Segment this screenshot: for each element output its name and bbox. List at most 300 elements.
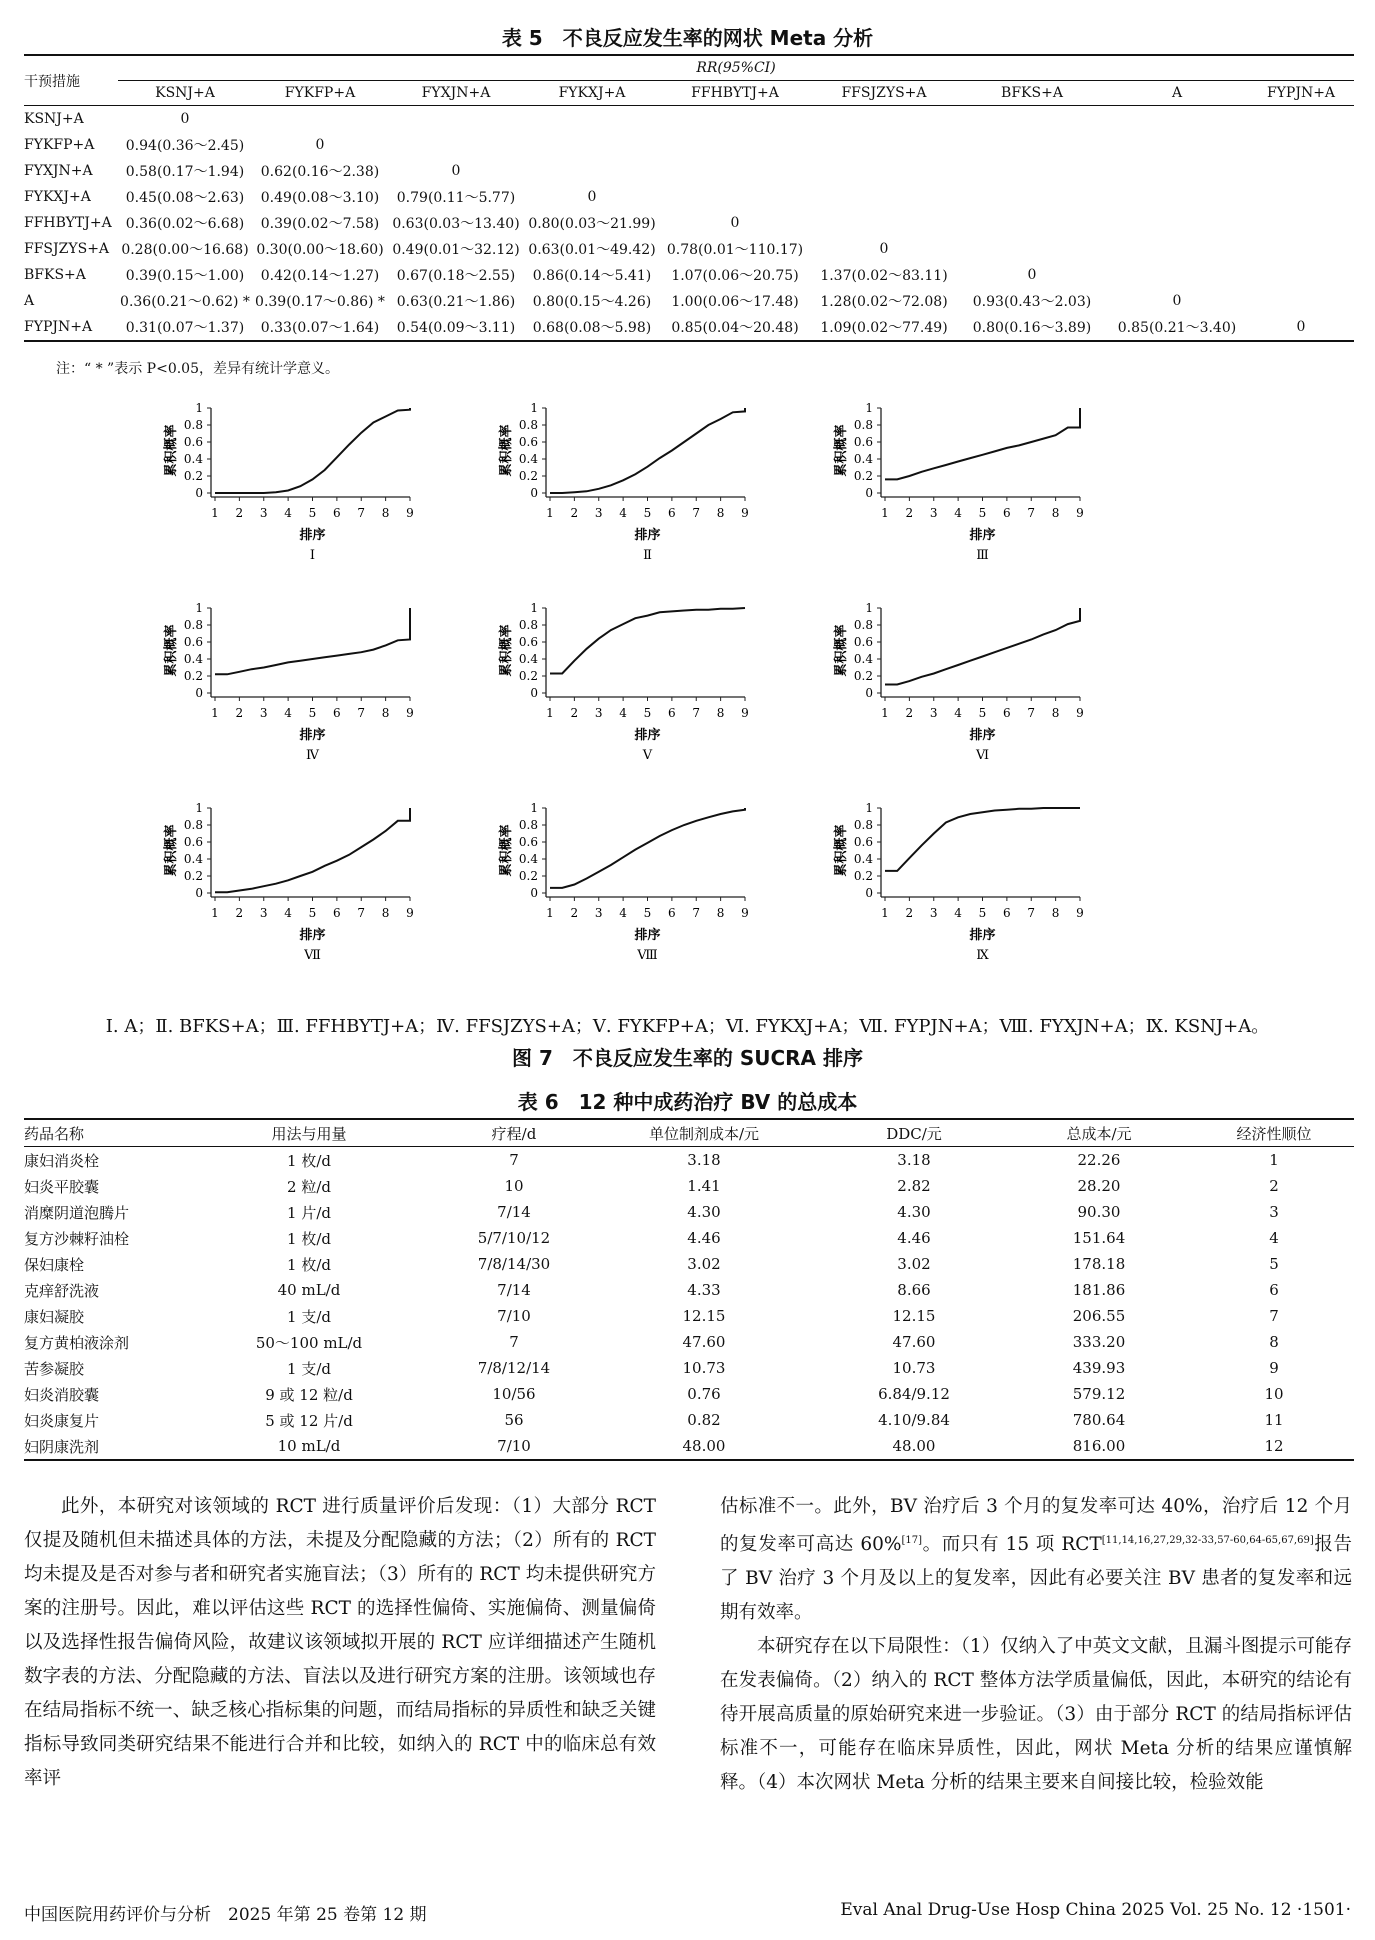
- x-tick-label: 8: [716, 906, 725, 920]
- table6-cell: 2.82: [897, 1177, 931, 1195]
- table5-cell: [524, 158, 660, 184]
- y-axis-label: 累积概率: [164, 624, 179, 677]
- y-tick-label: 0.4: [518, 452, 538, 466]
- panel-label: Ⅲ: [976, 548, 989, 563]
- table6-cell: 3: [1269, 1203, 1279, 1221]
- table5-cell: 0.36(0.21～0.62) *: [120, 294, 250, 310]
- panel-label: Ⅳ: [306, 748, 319, 763]
- table6-col-header: 用法与用量: [174, 1119, 444, 1147]
- y-tick-label: 1: [530, 801, 538, 815]
- panel-label: Ⅷ: [637, 948, 658, 963]
- x-tick-label: 9: [1076, 506, 1084, 520]
- x-tick-label: 3: [929, 706, 938, 720]
- x-tick-label: 8: [1051, 506, 1060, 520]
- sucra-panel-7: [163, 801, 414, 963]
- table5-cell: 0: [879, 241, 889, 257]
- table5-cell: [660, 132, 810, 158]
- table5-row: [24, 262, 1354, 288]
- table5-cell: 1.00(0.06～17.48): [671, 294, 799, 310]
- table6-col-header: 疗程/d: [444, 1119, 584, 1147]
- table6-cell: 7/10: [497, 1307, 531, 1325]
- table6-cell: 复方沙棘籽油栓: [24, 1229, 130, 1248]
- table5: [24, 54, 1354, 342]
- y-tick-label: 0.2: [518, 469, 538, 483]
- table5-cell: [252, 106, 388, 133]
- y-tick-label: 0.2: [518, 869, 538, 883]
- x-tick-label: 7: [692, 906, 701, 920]
- y-tick-label: 0.2: [183, 469, 203, 483]
- table6-cell: 333.20: [1072, 1333, 1126, 1351]
- x-tick-label: 1: [546, 706, 554, 720]
- table6-col-header: DDC/元: [824, 1119, 1004, 1147]
- table6-cell: 28.20: [1077, 1177, 1121, 1195]
- table5-cell: 0: [587, 189, 597, 205]
- x-tick-label: 6: [333, 706, 341, 720]
- table6-cell: 7/8/12/14: [477, 1359, 551, 1377]
- panel-label: Ⅰ: [309, 548, 316, 563]
- table6-cell: 1 枚/d: [287, 1151, 331, 1170]
- y-tick-label: 1: [865, 401, 873, 415]
- table5-cell: 0.39(0.17～0.86) *: [255, 294, 385, 310]
- x-tick-label: 5: [308, 906, 317, 920]
- x-tick-label: 8: [716, 706, 725, 720]
- table5-cell: 0.58(0.17～1.94): [125, 164, 245, 180]
- table5-cell: [388, 106, 524, 133]
- table5-cell: [524, 106, 660, 133]
- x-tick-label: 6: [333, 506, 341, 520]
- y-tick-label: 0.6: [183, 835, 203, 849]
- table5-cell: [810, 132, 958, 158]
- table6-cell: 780.64: [1072, 1411, 1126, 1429]
- table5-cell: [388, 132, 524, 158]
- table6-row: [24, 1277, 1354, 1303]
- y-tick-label: 1: [195, 601, 203, 615]
- table5-cell: 0.85(0.04～20.48): [660, 314, 810, 341]
- table5-cell: [1106, 106, 1248, 133]
- y-tick-label: 0.2: [853, 469, 873, 483]
- table6-cell: 12.15: [892, 1307, 936, 1325]
- table6-cell: 48.00: [584, 1433, 824, 1460]
- table5-cell: 0: [1172, 293, 1182, 309]
- y-tick-label: 0.8: [183, 818, 203, 832]
- y-tick-label: 0: [530, 886, 538, 900]
- x-tick-label: 5: [643, 906, 652, 920]
- sucra-panel-9: [833, 801, 1084, 963]
- table5-cell: [660, 106, 810, 133]
- table6-cell: 9 或 12 粒/d: [265, 1385, 353, 1404]
- figure7-sucra-plots: [160, 398, 1220, 1008]
- table6-cell: 5/7/10/12: [477, 1229, 551, 1247]
- table6-cell: 5: [1269, 1255, 1279, 1273]
- x-tick-label: 8: [1051, 706, 1060, 720]
- table6-cell: 7/14: [497, 1203, 531, 1221]
- x-tick-label: 4: [954, 906, 962, 920]
- y-tick-label: 1: [865, 601, 873, 615]
- table6-cell: 1: [1269, 1151, 1279, 1169]
- table5-caption: 表 5 不良反应发生率的网状 Meta 分析: [501, 26, 874, 50]
- x-axis-label: 排序: [969, 728, 996, 743]
- body-left-column: [24, 1490, 656, 1796]
- table5-cell: 0: [451, 163, 461, 179]
- table5-row-header: 干预措施: [24, 55, 118, 106]
- x-tick-label: 4: [284, 706, 292, 720]
- table6-cell: 40 mL/d: [277, 1281, 341, 1299]
- table5-cell: 1.09(0.02～77.49): [810, 314, 958, 341]
- table6-row: [24, 1433, 1354, 1460]
- table6-cell: 4.30: [687, 1203, 721, 1221]
- table5-row-label: FYKXJ+A: [24, 189, 91, 205]
- table6-col-header: 经济性顺位: [1194, 1119, 1354, 1147]
- x-tick-label: 7: [692, 706, 701, 720]
- table5-row-label: FYXJN+A: [24, 163, 93, 179]
- table5-cell: 0.30(0.00～18.60): [256, 242, 384, 258]
- y-tick-label: 0.4: [518, 852, 538, 866]
- x-axis-label: 排序: [969, 928, 996, 943]
- table5-cell: 0.80(0.16～3.89): [958, 314, 1106, 341]
- y-tick-label: 0.8: [518, 818, 538, 832]
- x-tick-label: 4: [954, 506, 962, 520]
- table6-cell: 56: [504, 1411, 524, 1429]
- table5-cell: 0.42(0.14～1.27): [260, 268, 380, 284]
- table6-cell: 90.30: [1077, 1203, 1121, 1221]
- table5-cell: [1106, 262, 1248, 288]
- y-tick-label: 0.4: [853, 652, 873, 666]
- y-tick-label: 0.8: [518, 418, 538, 432]
- table5-cell: [660, 184, 810, 210]
- panel-label: Ⅱ: [643, 548, 652, 563]
- table6-cell: 康妇凝胶: [24, 1307, 85, 1326]
- y-tick-label: 0.2: [183, 869, 203, 883]
- cumulative-probability-line: [550, 808, 745, 888]
- y-tick-label: 0.8: [183, 418, 203, 432]
- table5-cell: 0: [730, 215, 740, 231]
- x-tick-label: 3: [929, 506, 938, 520]
- table5-cell: [1248, 288, 1354, 314]
- cumulative-probability-line: [885, 808, 1080, 871]
- table6-cell: 181.86: [1072, 1281, 1126, 1299]
- table6-cell: 妇炎消胶囊: [24, 1385, 100, 1404]
- table6-cell: 8.66: [897, 1281, 931, 1299]
- x-axis-label: 排序: [969, 528, 996, 543]
- table5-cell: [958, 132, 1106, 158]
- table6-cell: 1 片/d: [287, 1203, 331, 1222]
- table6-cell: 0.82: [687, 1411, 721, 1429]
- table5-col-header: BFKS+A: [958, 81, 1106, 106]
- table6-row: [24, 1329, 1354, 1355]
- table5-cell: 1.28(0.02～72.08): [820, 294, 948, 310]
- x-axis-label: 排序: [634, 528, 661, 543]
- table5-cell: 0: [1027, 267, 1037, 283]
- table6-cell: 4.46: [897, 1229, 931, 1247]
- table5-cell: 0.33(0.07～1.64): [252, 314, 388, 341]
- y-tick-label: 0.2: [853, 869, 873, 883]
- table6-cell: 9: [1269, 1359, 1279, 1377]
- table5-row: [24, 184, 1354, 210]
- y-tick-label: 0.6: [183, 435, 203, 449]
- table6-cell: 1 支/d: [287, 1307, 331, 1326]
- table6-row: [24, 1407, 1354, 1433]
- x-tick-label: 9: [741, 506, 749, 520]
- table6-cell: 10/56: [492, 1385, 536, 1403]
- table5-cell: 0.63(0.01～49.42): [528, 242, 656, 258]
- x-tick-label: 5: [643, 706, 652, 720]
- table5-cell: 0.93(0.43～2.03): [972, 294, 1092, 310]
- table6-cell: 3.02: [897, 1255, 931, 1273]
- table5-cell: [1106, 236, 1248, 262]
- table5-cell: [524, 132, 660, 158]
- table5-cell: [810, 210, 958, 236]
- x-tick-label: 7: [1027, 906, 1036, 920]
- table6-cell: 消糜阴道泡腾片: [24, 1203, 130, 1222]
- y-axis-label: 累积概率: [499, 824, 514, 877]
- table5-row: [24, 236, 1354, 262]
- table5-cell: 0.94(0.36～2.45): [125, 138, 245, 154]
- x-axis-label: 排序: [299, 528, 326, 543]
- x-tick-label: 8: [381, 906, 390, 920]
- y-tick-label: 0.6: [518, 835, 538, 849]
- x-tick-label: 3: [259, 506, 268, 520]
- x-tick-label: 9: [406, 906, 414, 920]
- table5-row-label: FYKFP+A: [24, 137, 95, 153]
- y-tick-label: 0: [865, 686, 873, 700]
- table6-cell: 10.73: [892, 1359, 936, 1377]
- y-tick-label: 0: [530, 486, 538, 500]
- x-tick-label: 2: [235, 906, 244, 920]
- table5-cell: 0.39(0.15～1.00): [125, 268, 245, 284]
- table6-col-header: 单位制剂成本/元: [584, 1119, 824, 1147]
- body-right-column: [720, 1490, 1352, 1800]
- table6-cell: 7/14: [497, 1281, 531, 1299]
- table6-caption: 表 6 12 种中成药治疗 BV 的总成本: [517, 1090, 858, 1114]
- y-axis-label: 累积概率: [164, 824, 179, 877]
- table5-col-header: KSNJ+A: [118, 81, 252, 106]
- table6-cell: 12: [1194, 1433, 1354, 1460]
- table5-cell: [1248, 184, 1354, 210]
- table5-row: [24, 158, 1354, 184]
- x-axis-label: 排序: [299, 928, 326, 943]
- table6-cell: 妇炎康复片: [24, 1411, 100, 1430]
- table5-row: [24, 288, 1354, 314]
- table5-row: [24, 132, 1354, 158]
- x-tick-label: 3: [594, 506, 603, 520]
- body-left-paragraph: 此外，本研究对该领域的 RCT 进行质量评价后发现：（1）大部分 RCT 仅提及随机但未描述具体的方法，未提及分配隐藏的方法；（2）所有的 RCT 均未提及是否对参与者和研究者实施盲法；（3）所有的 RCT 均未提供研究方案的注册号。因此，难以评估这些 RCT 的选择性偏倚、实施偏倚、测量偏倚以及选择性报告偏倚风险，故建议该领域拟开展的 RCT 应详细描述产生随机数字表的方法、分配隐藏的方法、盲法以及进行研究方案的注册。该领域也存在结局指标不统一、缺乏核心指标集的问题，而结局指标的异质性和缺乏关键指标导致同类研究结果不能进行合并和比较，如纳入的 RCT 中的临床总有效率评: [24, 1496, 656, 1789]
- x-tick-label: 1: [881, 506, 889, 520]
- table5-cell: [1248, 236, 1354, 262]
- x-tick-label: 5: [643, 506, 652, 520]
- table5-row: [24, 210, 1354, 236]
- table5-cell: [958, 236, 1106, 262]
- x-tick-label: 5: [978, 706, 987, 720]
- y-tick-label: 1: [195, 801, 203, 815]
- x-tick-label: 4: [619, 906, 627, 920]
- cumulative-probability-line: [215, 408, 410, 493]
- x-tick-label: 2: [905, 506, 914, 520]
- table6-col-header: 药品名称: [24, 1119, 174, 1147]
- table5-col-header: FYKXJ+A: [524, 81, 660, 106]
- x-tick-label: 6: [668, 706, 676, 720]
- table5-col-header: FFSJZYS+A: [810, 81, 958, 106]
- y-tick-label: 1: [530, 601, 538, 615]
- figure7-legend: Ⅰ. A；Ⅱ. BFKS+A；Ⅲ. FFHBYTJ+A；Ⅳ. FFSJZYS+A；Ⅴ. FYKFP+A；Ⅵ. FYKXJ+A；Ⅶ. FYPJN+A；Ⅷ. FYXJN+A；Ⅸ. KSNJ+A。: [105, 1016, 1270, 1037]
- y-tick-label: 0.6: [853, 435, 873, 449]
- x-tick-label: 7: [1027, 506, 1036, 520]
- y-tick-label: 0: [865, 886, 873, 900]
- table5-cell: 1.07(0.06～20.75): [671, 268, 799, 284]
- table5-cell: [1248, 262, 1354, 288]
- x-tick-label: 4: [954, 706, 962, 720]
- y-tick-label: 0.4: [853, 852, 873, 866]
- x-tick-label: 1: [546, 906, 554, 920]
- x-tick-label: 7: [357, 506, 366, 520]
- table5-col-header: FYKFP+A: [252, 81, 388, 106]
- sucra-panel-8: [498, 801, 749, 963]
- x-tick-label: 9: [406, 706, 414, 720]
- x-tick-label: 1: [211, 506, 219, 520]
- y-tick-label: 0.4: [183, 852, 203, 866]
- table6-cell: 7/10: [444, 1433, 584, 1460]
- body-right-paragraph-1: 估标准不一。此外，BV 治疗后 3 个月的复发率可达 40%，治疗后 12 个月的复发率可高达 60%[17]。而只有 15 项 RCT[11,14,16,27,29,32-33,57-60,64-65,67,69]报告了 BV 治疗 3 个月及以上的复发率，因此有必要关注 BV 患者的复发率和远期有效率。: [720, 1496, 1352, 1624]
- table5-cell: 0.63(0.21～1.86): [396, 294, 516, 310]
- table5-row: [24, 314, 1354, 341]
- x-axis-label: 排序: [299, 728, 326, 743]
- table5-cell: [1106, 184, 1248, 210]
- y-tick-label: 0.4: [183, 452, 203, 466]
- table5-cell: 0.49(0.01～32.12): [392, 242, 520, 258]
- y-tick-label: 0.4: [518, 652, 538, 666]
- table6-cell: 50～100 mL/d: [255, 1333, 363, 1352]
- table5-cell: 0.68(0.08～5.98): [524, 314, 660, 341]
- table6-cell: 3.18: [897, 1151, 931, 1169]
- table6-cell: 4.46: [687, 1229, 721, 1247]
- x-tick-label: 3: [259, 706, 268, 720]
- y-tick-label: 1: [195, 401, 203, 415]
- table6-cell: 2: [1269, 1177, 1279, 1195]
- y-tick-label: 0: [195, 486, 203, 500]
- table6-cell: 4.10/9.84: [878, 1411, 950, 1429]
- table5-cell: [1248, 158, 1354, 184]
- x-tick-label: 7: [692, 506, 701, 520]
- table6-row: [24, 1173, 1354, 1199]
- table6-cell: 10: [504, 1177, 524, 1195]
- x-tick-label: 6: [1003, 706, 1011, 720]
- x-axis-label: 排序: [634, 928, 661, 943]
- y-tick-label: 1: [865, 801, 873, 815]
- x-tick-label: 2: [570, 506, 579, 520]
- table5-cell: [958, 210, 1106, 236]
- y-axis-label: 累积概率: [164, 424, 179, 477]
- x-tick-label: 6: [333, 906, 341, 920]
- table6-cell: 3.02: [687, 1255, 721, 1273]
- table5-cell: 0.28(0.00～16.68): [121, 242, 249, 258]
- x-tick-label: 1: [211, 906, 219, 920]
- table6-cell: 4.33: [687, 1281, 721, 1299]
- table6-col-header: 总成本/元: [1004, 1119, 1194, 1147]
- x-tick-label: 6: [1003, 906, 1011, 920]
- table6-cell: 0.76: [687, 1385, 721, 1403]
- table5-cell: 0: [1248, 314, 1354, 341]
- table6-cell: 7: [509, 1151, 519, 1169]
- table5-cell: 0.49(0.08～3.10): [260, 190, 380, 206]
- x-tick-label: 6: [668, 906, 676, 920]
- table5-cell: 0: [315, 137, 325, 153]
- table5-row-label: A: [24, 293, 35, 309]
- table6-cell: 康妇消炎栓: [24, 1151, 100, 1170]
- table5-cell: 0.31(0.07～1.37): [118, 314, 252, 341]
- table6-cell: 保妇康栓: [24, 1255, 85, 1274]
- panel-label: Ⅶ: [304, 948, 321, 963]
- cumulative-probability-line: [550, 608, 745, 674]
- sucra-panel-2: [498, 401, 749, 563]
- x-tick-label: 4: [284, 906, 292, 920]
- table5-cell: [660, 158, 810, 184]
- table5-cell: [1248, 132, 1354, 158]
- table5-cell: [810, 158, 958, 184]
- cumulative-probability-line: [215, 608, 410, 674]
- figure7-caption: 图 7 不良反应发生率的 SUCRA 排序: [511, 1046, 863, 1070]
- x-tick-label: 6: [1003, 506, 1011, 520]
- table6-cell: 48.00: [824, 1433, 1004, 1460]
- panel-label: Ⅴ: [642, 748, 653, 763]
- x-tick-label: 2: [570, 706, 579, 720]
- table6-cell: 1 枚/d: [287, 1229, 331, 1248]
- y-axis-label: 累积概率: [834, 624, 849, 677]
- table6-row: [24, 1355, 1354, 1381]
- table6-cell: 22.26: [1077, 1151, 1121, 1169]
- x-tick-label: 9: [741, 706, 749, 720]
- table5-cell: 0.45(0.08～2.63): [125, 190, 245, 206]
- x-tick-label: 5: [978, 506, 987, 520]
- table6-cell: 克痒舒洗液: [24, 1281, 100, 1300]
- table5-cell: 0.80(0.03～21.99): [528, 216, 656, 232]
- table6-cell: 复方黄柏液涂剂: [24, 1333, 130, 1352]
- table5-row-label: BFKS+A: [24, 267, 86, 283]
- x-tick-label: 1: [211, 706, 219, 720]
- table6-cell: 47.60: [892, 1333, 936, 1351]
- table5-cell: 0.39(0.02～7.58): [260, 216, 380, 232]
- sucra-panel-5: [498, 601, 749, 763]
- table6-cell: 2 粒/d: [287, 1177, 331, 1196]
- x-tick-label: 5: [978, 906, 987, 920]
- x-tick-label: 9: [1076, 706, 1084, 720]
- x-tick-label: 7: [1027, 706, 1036, 720]
- table5-cell: [1248, 106, 1354, 133]
- table5-cell: [958, 158, 1106, 184]
- y-tick-label: 0.8: [853, 818, 873, 832]
- x-tick-label: 3: [594, 706, 603, 720]
- table5-row-label: FYPJN+A: [24, 314, 118, 341]
- table5-cell: [1106, 132, 1248, 158]
- table5-cell: 0.79(0.11～5.77): [396, 190, 516, 206]
- table5-col-header: FYPJN+A: [1248, 81, 1354, 106]
- table6-cell: 11: [1264, 1411, 1284, 1429]
- y-tick-label: 0: [530, 686, 538, 700]
- x-tick-label: 7: [357, 906, 366, 920]
- table5-cell: 0.54(0.09～3.11): [388, 314, 524, 341]
- y-tick-label: 1: [530, 401, 538, 415]
- table5-row: [24, 106, 1354, 133]
- x-tick-label: 3: [929, 906, 938, 920]
- table6-cell: 10.73: [682, 1359, 726, 1377]
- table6-cell: 816.00: [1004, 1433, 1194, 1460]
- x-tick-label: 2: [905, 906, 914, 920]
- x-tick-label: 5: [308, 506, 317, 520]
- table6-row: [24, 1251, 1354, 1277]
- table6-row: [24, 1199, 1354, 1225]
- table6-cell: 12.15: [682, 1307, 726, 1325]
- table6-cell: 579.12: [1072, 1385, 1126, 1403]
- table5-cell: 0.80(0.15～4.26): [532, 294, 652, 310]
- sucra-panel-4: [163, 601, 414, 763]
